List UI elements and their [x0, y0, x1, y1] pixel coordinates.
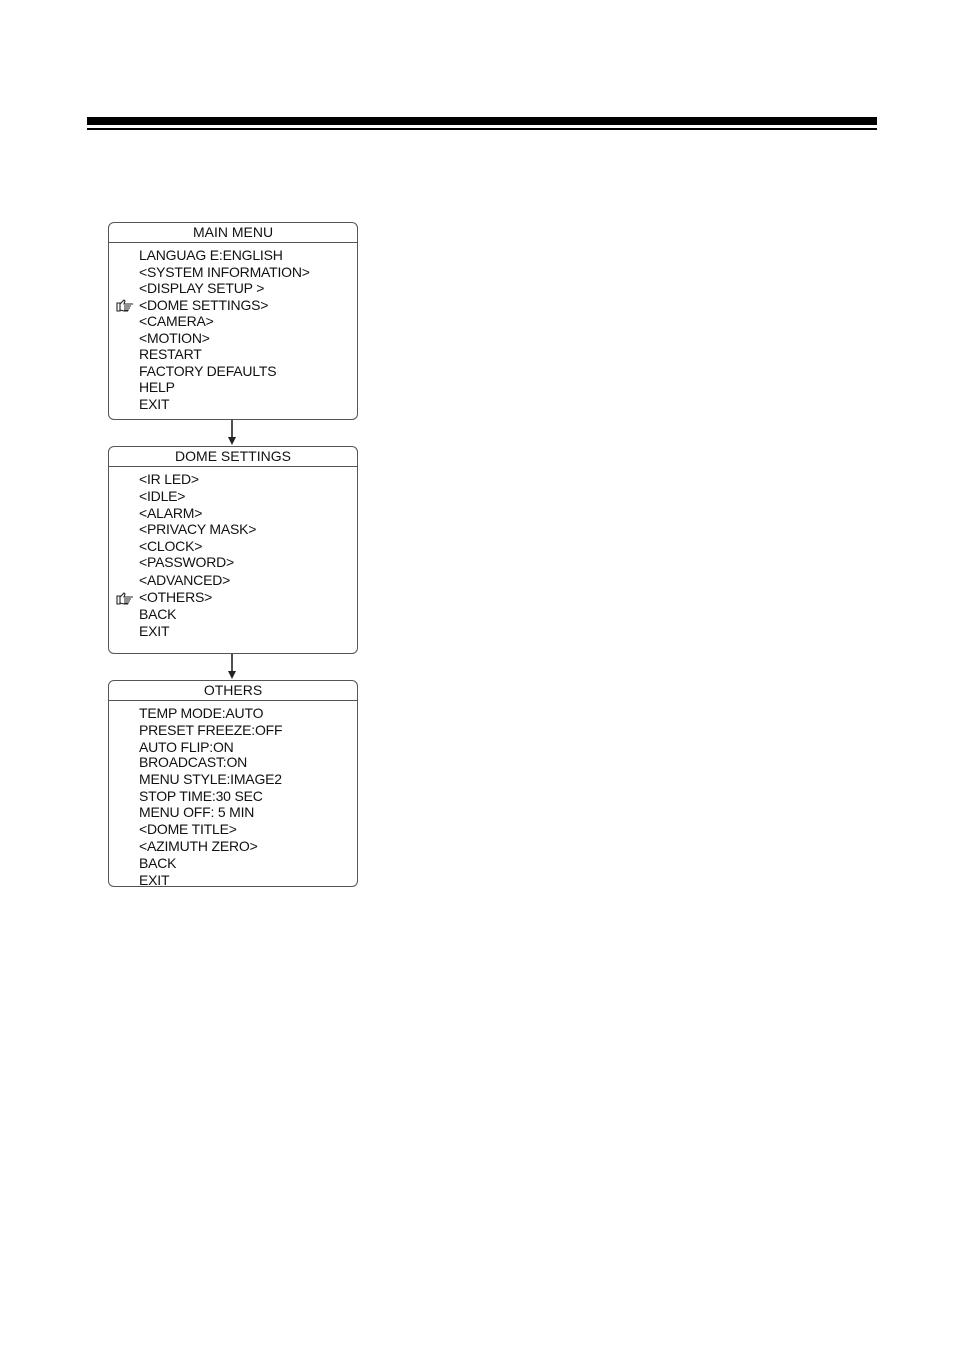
dome-settings-item-privacy-mask[interactable]: <PRIVACY MASK> [139, 521, 257, 537]
dome-settings-item-back[interactable]: BACK [139, 606, 177, 622]
dome-settings-item-alarm[interactable]: <ALARM> [139, 505, 203, 521]
dome-settings-item-clock[interactable]: <CLOCK> [139, 538, 203, 554]
main-menu-item-help[interactable]: HELP [139, 379, 175, 395]
main-menu-item-dome-settings[interactable]: <DOME SETTINGS> [139, 296, 269, 313]
main-menu-item-factory-defaults[interactable]: FACTORY DEFAULTS [139, 362, 277, 379]
dome-settings-item-advanced[interactable]: <ADVANCED> [139, 572, 231, 588]
pointing-hand-icon [115, 297, 135, 313]
others-menu-title: OTHERS [109, 681, 357, 701]
main-menu-item-motion[interactable]: <MOTION> [139, 329, 210, 346]
main-menu-item-system-information[interactable]: <SYSTEM INFORMATION> [139, 263, 310, 280]
dome-settings-item-password[interactable]: <PASSWORD> [139, 554, 234, 570]
others-item-broadcast[interactable]: BROADCAST:ON [139, 754, 248, 770]
others-item-temp-mode[interactable]: TEMP MODE:AUTO [139, 705, 264, 721]
pointing-hand-icon [115, 590, 135, 606]
others-item-preset-freeze[interactable]: PRESET FREEZE:OFF [139, 722, 283, 738]
dome-settings-title: DOME SETTINGS [109, 447, 357, 467]
others-item-back[interactable]: BACK [139, 855, 177, 871]
others-item-exit[interactable]: EXIT [139, 872, 170, 888]
arrow-down-icon [226, 654, 238, 680]
header-rule-thick [87, 117, 877, 125]
dome-settings-item-ir-led[interactable]: <IR LED> [139, 471, 199, 487]
main-menu-title: MAIN MENU [109, 223, 357, 243]
main-menu-item-display-setup[interactable]: <DISPLAY SETUP > [139, 280, 265, 296]
dome-settings-item-idle[interactable]: <IDLE> [139, 488, 186, 504]
others-item-menu-off[interactable]: MENU OFF: 5 MIN [139, 804, 255, 820]
dome-settings-item-exit[interactable]: EXIT [139, 623, 170, 639]
others-item-dome-title[interactable]: <DOME TITLE> [139, 821, 237, 837]
others-item-stop-time[interactable]: STOP TIME:30 SEC [139, 788, 263, 804]
others-menu-box [108, 680, 358, 887]
main-menu-box [108, 222, 358, 420]
main-menu-item-camera[interactable]: <CAMERA> [139, 313, 214, 329]
dome-settings-item-others[interactable]: <OTHERS> [139, 589, 213, 605]
main-menu-item-restart[interactable]: RESTART [139, 346, 202, 362]
header-rule-thin [87, 128, 877, 130]
main-menu-item-language[interactable]: LANGUAG E:ENGLISH [139, 247, 283, 263]
main-menu-item-exit[interactable]: EXIT [139, 395, 170, 412]
arrow-down-icon [226, 420, 238, 446]
dome-settings-box [108, 446, 358, 654]
others-item-menu-style[interactable]: MENU STYLE:IMAGE2 [139, 771, 282, 787]
others-item-azimuth-zero[interactable]: <AZIMUTH ZERO> [139, 838, 258, 854]
others-item-auto-flip[interactable]: AUTO FLIP:ON [139, 739, 234, 755]
